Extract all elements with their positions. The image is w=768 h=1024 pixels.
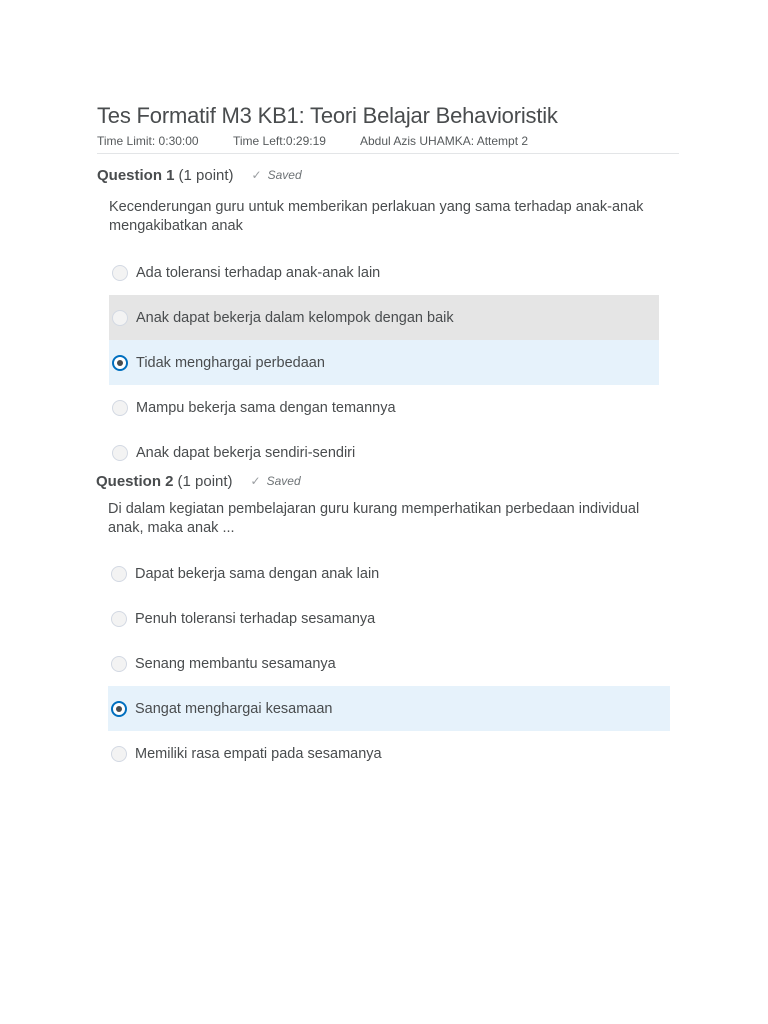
radio-button[interactable]: [111, 566, 127, 582]
check-icon: ✓: [250, 474, 261, 488]
answer-option[interactable]: [109, 250, 659, 295]
page-title: Tes Formatif M3 KB1: Teori Belajar Behavioristik: [97, 103, 558, 128]
question-text: Kecenderungan guru untuk memberikan perlakuan yang sama terhadap anak-anak mengakibatkan anak: [109, 199, 644, 234]
option-label: Ada toleransi terhadap anak-anak lain: [136, 264, 381, 281]
answer-options: [97, 250, 677, 475]
saved-label: Saved: [266, 474, 301, 488]
answer-option[interactable]: [108, 596, 670, 641]
option-label: Anak dapat bekerja sendiri-sendiri: [136, 444, 356, 461]
check-icon: ✓: [251, 168, 262, 182]
question-number: Question 1: [97, 166, 175, 184]
radio-button-checked[interactable]: [111, 701, 127, 717]
option-label: Mampu bekerja sama dengan temannya: [136, 399, 396, 416]
radio-button[interactable]: [111, 656, 127, 672]
answer-option[interactable]: [109, 295, 659, 340]
option-label: Anak dapat bekerja dalam kelompok dengan baik: [136, 309, 454, 326]
quiz-meta: [97, 132, 679, 150]
question-2: [96, 470, 676, 776]
saved-status: [251, 474, 301, 488]
option-label: Sangat menghargai kesamaan: [135, 700, 333, 717]
saved-label: Saved: [267, 168, 302, 182]
question-points: (1 point): [177, 472, 233, 490]
radio-button[interactable]: [112, 400, 128, 416]
option-label: Dapat bekerja sama dengan anak lain: [135, 565, 380, 582]
quiz-header: [97, 100, 679, 150]
answer-option[interactable]: [108, 551, 670, 596]
option-label: Penuh toleransi terhadap sesamanya: [135, 610, 376, 627]
question-header: [96, 470, 676, 492]
radio-button[interactable]: [112, 445, 128, 461]
question-number: Question 2: [96, 472, 174, 490]
answer-option-selected[interactable]: [109, 340, 659, 385]
header-divider: [97, 153, 679, 154]
answer-option[interactable]: [108, 641, 670, 686]
radio-button[interactable]: [112, 265, 128, 281]
radio-button[interactable]: [111, 611, 127, 627]
answer-option[interactable]: [109, 430, 659, 475]
radio-button-checked[interactable]: [112, 355, 128, 371]
question-header: [97, 164, 677, 186]
saved-status: [252, 168, 302, 182]
option-label: Memiliki rasa empati pada sesamanya: [135, 745, 382, 762]
question-text: Di dalam kegiatan pembelajaran guru kurang memperhatikan perbedaan individual anak, maka anak ...: [108, 501, 640, 536]
question-points: (1 point): [178, 166, 234, 184]
time-left: Time Left:0:29:19: [233, 134, 326, 148]
answer-option-selected[interactable]: [108, 686, 670, 731]
answer-option[interactable]: [108, 731, 670, 776]
attempt-info: Abdul Azis UHAMKA: Attempt 2: [360, 134, 529, 148]
time-limit: Time Limit: 0:30:00: [97, 134, 199, 148]
option-label: Tidak menghargai perbedaan: [136, 354, 325, 371]
question-1: [97, 164, 677, 475]
answer-options: [96, 551, 676, 776]
answer-option[interactable]: [109, 385, 659, 430]
option-label: Senang membantu sesamanya: [135, 655, 336, 672]
radio-button[interactable]: [111, 746, 127, 762]
radio-button[interactable]: [112, 310, 128, 326]
